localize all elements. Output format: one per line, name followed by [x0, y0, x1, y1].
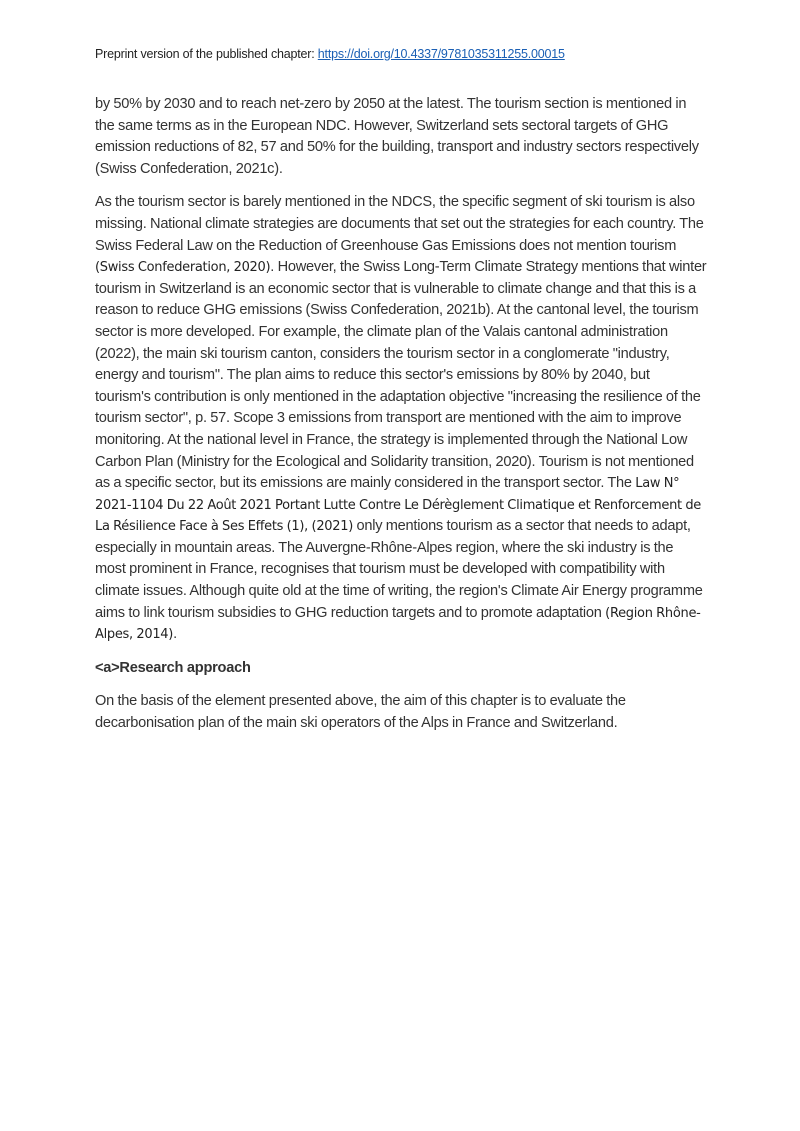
- header-prefix: Preprint version of the published chapter:: [95, 47, 318, 61]
- paragraph-2-part-c: only mentions tourism as a sector that needs to adapt, especially in mountain areas. The Auvergne-Rhône-Alpes region, where the ski industry is the most prominent in France, recognises that tourism must be developed with compatibility with climate issues. Although quite old at the time of writing, the region's Climate Air Energy programme aims to link tourism subsidies to GHG reduction targets and to promote adaptation: [95, 518, 703, 621]
- citation-swiss-confederation-2020: (Swiss Confederation, 2020): [95, 260, 271, 276]
- paragraph-2-part-b: . However, the Swiss Long-Term Climate Strategy mentions that winter tourism in Switzerland is an economic sector that is vulnerable to climate change and that this is a reason to reduce GHG emissions (Swiss Confederation, 2021b). At the cantonal level, the tourism sector is more developed. For example, the climate plan of the Valais cantonal administration (2022), the main ski tourism canton, considers the tourism sector in a conglomerate "industry, energy and tourism". The plan aims to reduce this sector's emissions by 80% by 2040, but tourism's contribution is only mentioned in the adaptation objective "increasing the resilience of the tourism sector", p. 57. Scope 3 emissions from transport are mentioned with the aim to improve monitoring. At the national level in France, the strategy is implemented through the National Low Carbon Plan (Ministry for the Ecological and Solidarity transition, 2020). Tourism is not mentioned as a specific sector, but its emissions are mainly considered in the transport sector. The: [95, 259, 707, 492]
- paragraph-2-part-a: As the tourism sector is barely mentioned in the NDCS, the specific segment of ski tourism is also missing. National climate strategies are documents that set out the strategies for each country. The Swiss Federal Law on the Reduction of Greenhouse Gas Emissions does not mention tourism: [95, 194, 704, 254]
- paragraph-1: by 50% by 2030 and to reach net-zero by 2050 at the latest. The tourism section is mentioned in the same terms as in the European NDC. However, Switzerland sets sectoral targets of GHG emission reductions of 82, 57 and 50% for the building, transport and industry sectors respectively (Swiss Confederation, 2021c).: [95, 96, 699, 177]
- citation-french-law-2021: Law N° 2021-1104 Du 22 Août 2021 Portant Lutte Contre Le Dérèglement Climatique et Renforcement de La Résilience Face à Ses Effets (1), (2021): [95, 476, 701, 535]
- citation-region-rhone-alpes-2014: (Region Rhône-Alpes, 2014): [95, 605, 701, 643]
- paragraph-2: [95, 192, 707, 645]
- paragraph-3: On the basis of the element presented above, the aim of this chapter is to evaluate the decarbonisation plan of the main ski operators of the Alps in France and Switzerland.: [95, 693, 626, 732]
- section-heading: <a>Research approach: [95, 659, 251, 676]
- body-text: [95, 94, 707, 747]
- doi-link[interactable]: https://doi.org/10.4337/9781035311255.00015: [317, 47, 565, 61]
- preprint-header: [95, 47, 565, 61]
- paragraph-2-part-d: .: [173, 626, 177, 643]
